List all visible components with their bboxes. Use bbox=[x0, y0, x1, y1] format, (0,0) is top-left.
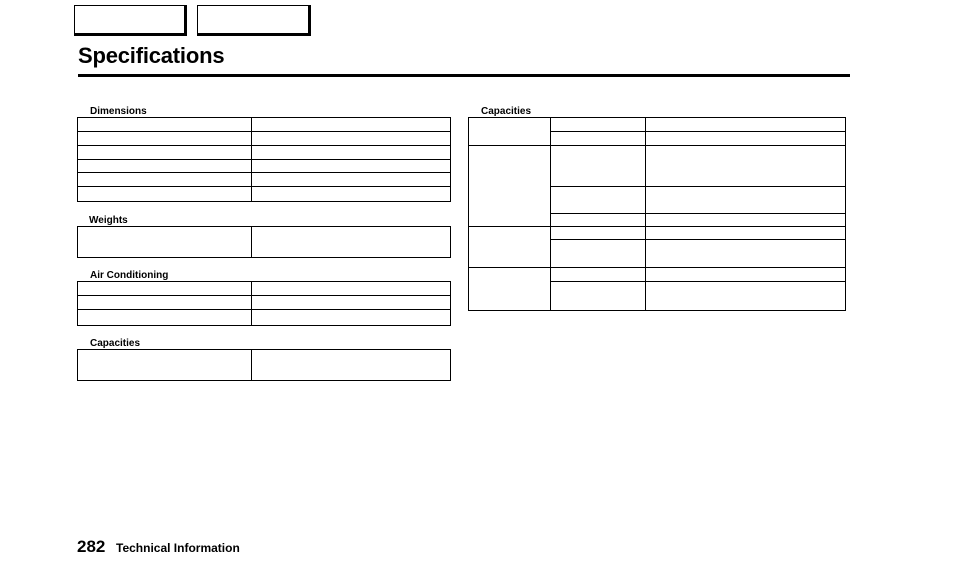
table-row bbox=[78, 296, 451, 310]
table-row bbox=[469, 268, 846, 282]
page-title: Specifications bbox=[78, 43, 225, 68]
page-number: 282 bbox=[77, 537, 106, 556]
weights-table bbox=[77, 226, 451, 258]
air-conditioning-table bbox=[77, 281, 451, 326]
table-row bbox=[469, 227, 846, 240]
table-row bbox=[78, 187, 451, 202]
capacities-right-label: Capacities bbox=[481, 106, 532, 117]
capacities-left-table bbox=[77, 349, 451, 381]
air-conditioning-label: Air Conditioning bbox=[90, 270, 169, 281]
capacities-left-label: Capacities bbox=[90, 338, 141, 349]
footer-section-name: Technical Information bbox=[116, 541, 240, 555]
table-row bbox=[469, 146, 846, 187]
table-row bbox=[78, 282, 451, 296]
nav-button-1[interactable] bbox=[74, 5, 187, 36]
capacities-right-table bbox=[468, 117, 846, 311]
table-row bbox=[78, 310, 451, 326]
table-row bbox=[469, 118, 846, 132]
table-row bbox=[78, 118, 451, 132]
weights-label: Weights bbox=[89, 215, 128, 226]
table-row bbox=[78, 160, 451, 173]
table-row bbox=[78, 146, 451, 160]
title-rule bbox=[78, 74, 850, 77]
table-row bbox=[78, 173, 451, 187]
dimensions-label: Dimensions bbox=[90, 106, 147, 117]
nav-button-2[interactable] bbox=[197, 5, 311, 36]
table-row bbox=[78, 350, 451, 381]
dimensions-table bbox=[77, 117, 451, 202]
table-row bbox=[78, 227, 451, 258]
table-row bbox=[78, 132, 451, 146]
